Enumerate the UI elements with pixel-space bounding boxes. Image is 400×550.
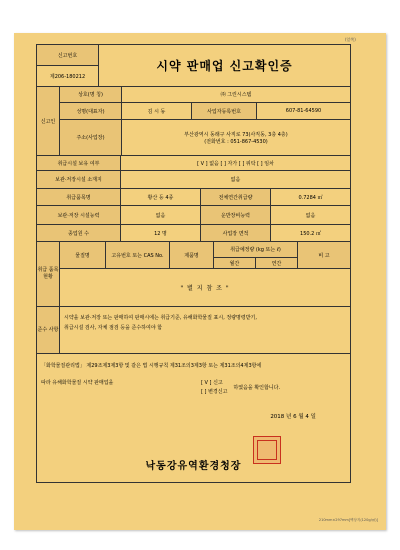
storage-capacity-value: 없음 (121, 206, 201, 224)
handling-facility-value: [ V ] 없음 [ ] 자가 [ ] 위탁 [ ] 임차 (197, 160, 274, 167)
option-change-report: [ ] 변경신고 (201, 389, 228, 395)
document-title: 시약 판매업 신고확인증 (156, 59, 293, 73)
issue-date: 2018 년 6 월 4 일 (270, 414, 316, 420)
compliance-side-label: 준수 사항 (37, 307, 60, 353)
col-substance: 물질명 (60, 242, 106, 268)
site-area-label: 사업장 면적 (201, 225, 271, 241)
option-report: [ V ] 신고 (201, 380, 223, 386)
applicant-side-label: 신고인 (37, 87, 60, 155)
col-year: 연간 (271, 260, 282, 267)
site-area-value: 150.2 ㎡ (300, 230, 321, 237)
product-row (37, 189, 350, 206)
storage-location-value: 없음 (230, 177, 241, 183)
address-value (122, 120, 350, 155)
registration-number-label: 신고번호 (37, 45, 98, 66)
staff-count-label: 종업원 수 (37, 225, 121, 241)
legal-basis-line-2: 따라 유해화학물질 시약 판매업을 (41, 380, 114, 386)
col-note: 비 고 (298, 242, 350, 268)
annual-amount-value: 0.7284 ㎥ (298, 194, 323, 201)
compliance-line-1: 시약을 보관·저장 또는 판매하여 판매시에는 취급기준, 유해화학물질 표시, 정량명령받기, (64, 315, 257, 321)
storage-capacity-label: 보관·저장 시설능력 (37, 206, 121, 224)
handled-items-header (60, 242, 350, 269)
col-cas: 고유번호 또는 CAS No. (106, 242, 170, 268)
col-product: 제품명 (170, 242, 214, 268)
staff-row (37, 225, 350, 242)
staff-count-value: 12 명 (121, 225, 201, 241)
address-line: 부산광역시 동래구 사직로 73(사직동, 3층 4층) (184, 131, 288, 138)
form-page-marker: (앞쪽) (345, 37, 356, 42)
paper-spec-footnote: 210mm×297mm[백상지(120g/㎡)] (318, 518, 378, 522)
legal-basis-section (37, 354, 350, 482)
handled-items-body (60, 269, 350, 306)
applicant-section (37, 87, 350, 156)
business-number-label: 사업자등록번호 (192, 103, 257, 119)
registration-number-box (37, 45, 99, 86)
product-label: 취급품목명 (37, 189, 121, 205)
issuing-authority: 낙동강유역환경청장 (145, 461, 242, 472)
trade-name-label: 상호(명 칭) (60, 87, 122, 102)
business-number-value: 607-81-64590 (285, 108, 322, 114)
handled-items-section (37, 242, 350, 307)
certificate-table (36, 44, 351, 483)
confirmation-suffix: 하였음을 확인합니다. (233, 384, 281, 391)
header-box (37, 45, 350, 87)
address-label: 주소(사업장) (60, 120, 122, 155)
capacity-row (37, 206, 350, 225)
handling-facility-label: 취급시설 보유 여부 (37, 156, 121, 170)
official-seal-stamp (253, 436, 281, 464)
see-attachment-note: " 별 지 참 조 " (180, 285, 230, 292)
handling-facility-row (37, 156, 350, 171)
legal-basis-line-1: 「화학물질관리법」 제29조제3제3항 및 같은 법 시행규칙 제31조의3제3항 또는 제31조의4제3항에 (41, 363, 262, 369)
compliance-line-2: 취급시설 검사, 자체 점검 등을 준수하여야 함 (64, 325, 163, 331)
product-value: 황산 등 4종 (121, 189, 201, 205)
col-amount-label: 취급예정량 (kg 또는 ℓ) (230, 247, 281, 253)
representative-value: 김 시 동 (122, 103, 192, 119)
phone-line: (전화번호 : 051-867-4530) (204, 138, 268, 145)
registration-number-value: 제206-180212 (49, 73, 86, 80)
col-month: 월간 (214, 258, 256, 268)
transport-capacity-value: 없음 (305, 212, 316, 219)
compliance-section (37, 307, 350, 354)
representative-label: 성명(대표자) (60, 103, 122, 119)
storage-location-row (37, 171, 350, 189)
transport-capacity-label: 운반장비능력 (201, 206, 271, 224)
handled-items-side-label: 취급 품목 현황 (37, 242, 60, 306)
annual-amount-label: 전체연간취급량 (201, 189, 271, 205)
trade-name-value: ㈜ 그린시스템 (220, 92, 252, 98)
storage-location-label: 보관·저장시설 소재지 (37, 171, 121, 188)
col-amount (214, 242, 298, 268)
